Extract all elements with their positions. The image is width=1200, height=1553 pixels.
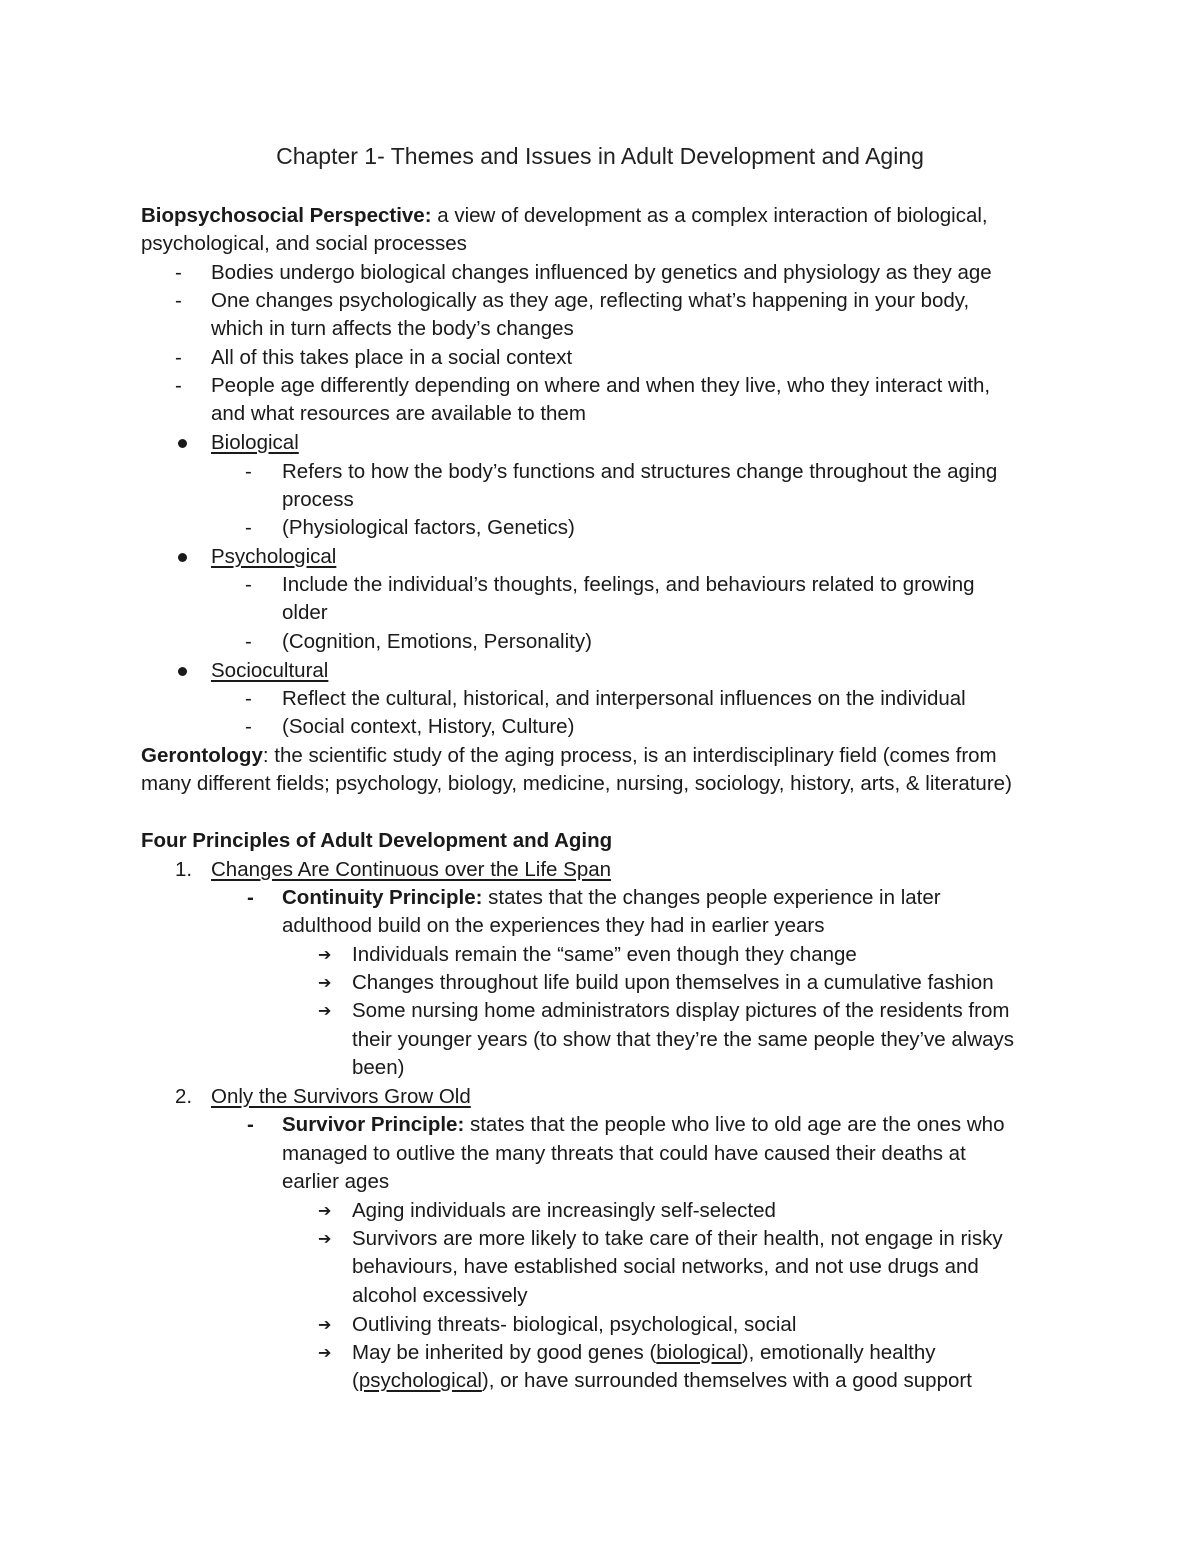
biopsychosocial-definition: [141, 202, 988, 230]
category-label-psychological: Psychological: [211, 545, 337, 568]
list-item-continued: which in turn affects the body’s changes: [211, 317, 574, 340]
sub-list-item: Aging individuals are increasingly self-selected: [352, 1199, 776, 1222]
arrow-icon: ➔: [318, 1343, 332, 1362]
sub-list-item-continued: [352, 1367, 972, 1395]
category-label-sociocultural: Sociocultural: [211, 659, 329, 682]
gerontology-def-text: : the scientific study of the aging process, is an interdisciplinary field (comes from: [262, 744, 997, 767]
underlined-term: psychological: [358, 1369, 482, 1392]
sub-list-item: Individuals remain the “same” even though they change: [352, 943, 857, 966]
gerontology-def-continued: many different fields; psychology, biology, medicine, nursing, sociology, history, arts, & literature): [141, 772, 1012, 795]
sub-list-item-continued: their younger years (to show that they’re the same people they’ve always: [352, 1028, 1015, 1051]
principle-term: Continuity Principle:: [282, 886, 483, 909]
list-item: (Social context, History, Culture): [282, 715, 575, 738]
sub-list-item-continued: alcohol excessively: [352, 1284, 528, 1307]
list-item: (Cognition, Emotions, Personality): [282, 630, 592, 653]
dash-marker: -: [175, 346, 182, 369]
sub-list-text: ), emotionally healthy: [741, 1341, 936, 1364]
list-item: Include the individual’s thoughts, feelings, and behaviours related to growing: [282, 573, 975, 596]
gerontology-term: Gerontology: [141, 744, 263, 767]
principle-term: Survivor Principle:: [282, 1113, 465, 1136]
sub-list-item: Changes throughout life build upon themselves in a cumulative fashion: [352, 971, 994, 994]
page-title: Chapter 1- Themes and Issues in Adult Development and Aging: [276, 143, 924, 169]
principle-def-continued: managed to outlive the many threats that could have caused their deaths at: [282, 1142, 966, 1165]
list-item-continued: older: [282, 601, 328, 624]
gerontology-definition: [141, 742, 997, 770]
dash-marker: -: [245, 630, 252, 653]
arrow-icon: ➔: [318, 1001, 332, 1020]
dash-marker: -: [245, 573, 252, 596]
biopsychosocial-term: Biopsychosocial Perspective:: [141, 204, 432, 227]
sub-list-item-continued: been): [352, 1056, 405, 1079]
sub-list-item: [352, 1339, 935, 1367]
list-number: 2.: [175, 1085, 193, 1108]
arrow-icon: ➔: [318, 973, 332, 992]
dash-marker: -: [247, 886, 254, 909]
dash-marker: -: [245, 460, 252, 483]
list-item-continued: and what resources are available to them: [211, 402, 586, 425]
principle-def-continued: earlier ages: [282, 1170, 390, 1193]
list-item-continued: process: [282, 488, 354, 511]
principle-title: Changes Are Continuous over the Life Span: [211, 858, 612, 881]
sub-list-text: ), or have surrounded themselves with a good support: [481, 1369, 972, 1392]
list-item: All of this takes place in a social context: [211, 346, 573, 369]
principle-def-continued: adulthood build on the experiences they had in earlier years: [282, 914, 825, 937]
arrow-icon: ➔: [318, 1229, 332, 1248]
list-number: 1.: [175, 858, 193, 881]
principle-definition: [282, 884, 941, 912]
sub-list-item-continued: behaviours, have established social networks, and not use drugs and: [352, 1255, 979, 1278]
list-item: One changes psychologically as they age, reflecting what’s happening in your body,: [211, 289, 970, 312]
underlined-term: biological: [656, 1341, 742, 1364]
arrow-icon: ➔: [318, 1315, 332, 1334]
dash-marker: -: [175, 374, 182, 397]
principle-definition: [282, 1111, 1004, 1139]
dash-marker: -: [247, 1113, 254, 1136]
biopsychosocial-def-text: a view of development as a complex interaction of biological,: [431, 204, 988, 227]
principle-def-text: states that the people who live to old age are the ones who: [464, 1113, 1005, 1136]
section-heading: Four Principles of Adult Development and Aging: [141, 829, 613, 852]
dash-marker: -: [245, 715, 252, 738]
biopsychosocial-def-continued: psychological, and social processes: [141, 232, 467, 255]
principle-def-text: states that the changes people experience in later: [482, 886, 941, 909]
arrow-icon: ➔: [318, 945, 332, 964]
list-item: (Physiological factors, Genetics): [282, 516, 575, 539]
list-item: Bodies undergo biological changes influenced by genetics and physiology as they age: [211, 261, 992, 284]
dash-marker: -: [245, 687, 252, 710]
dash-marker: -: [175, 289, 182, 312]
sub-list-item: Some nursing home administrators display pictures of the residents from: [352, 999, 1010, 1022]
list-item: Refers to how the body’s functions and structures change throughout the aging: [282, 460, 998, 483]
list-item: Reflect the cultural, historical, and interpersonal influences on the individual: [282, 687, 966, 710]
sub-list-text: (: [352, 1369, 359, 1392]
arrow-icon: ➔: [318, 1201, 332, 1220]
sub-list-item: Survivors are more likely to take care of their health, not engage in risky: [352, 1227, 1003, 1250]
principle-title: Only the Survivors Grow Old: [211, 1085, 471, 1108]
category-label-biological: Biological: [211, 431, 299, 454]
sub-list-item: Outliving threats- biological, psychological, social: [352, 1313, 797, 1336]
list-item: People age differently depending on where and when they live, who they interact with,: [211, 374, 991, 397]
sub-list-text: May be inherited by good genes (: [352, 1341, 657, 1364]
dash-marker: -: [245, 516, 252, 539]
dash-marker: -: [175, 261, 182, 284]
bullet-icon: [178, 439, 187, 448]
bullet-icon: [178, 553, 187, 562]
bullet-icon: [178, 667, 187, 676]
